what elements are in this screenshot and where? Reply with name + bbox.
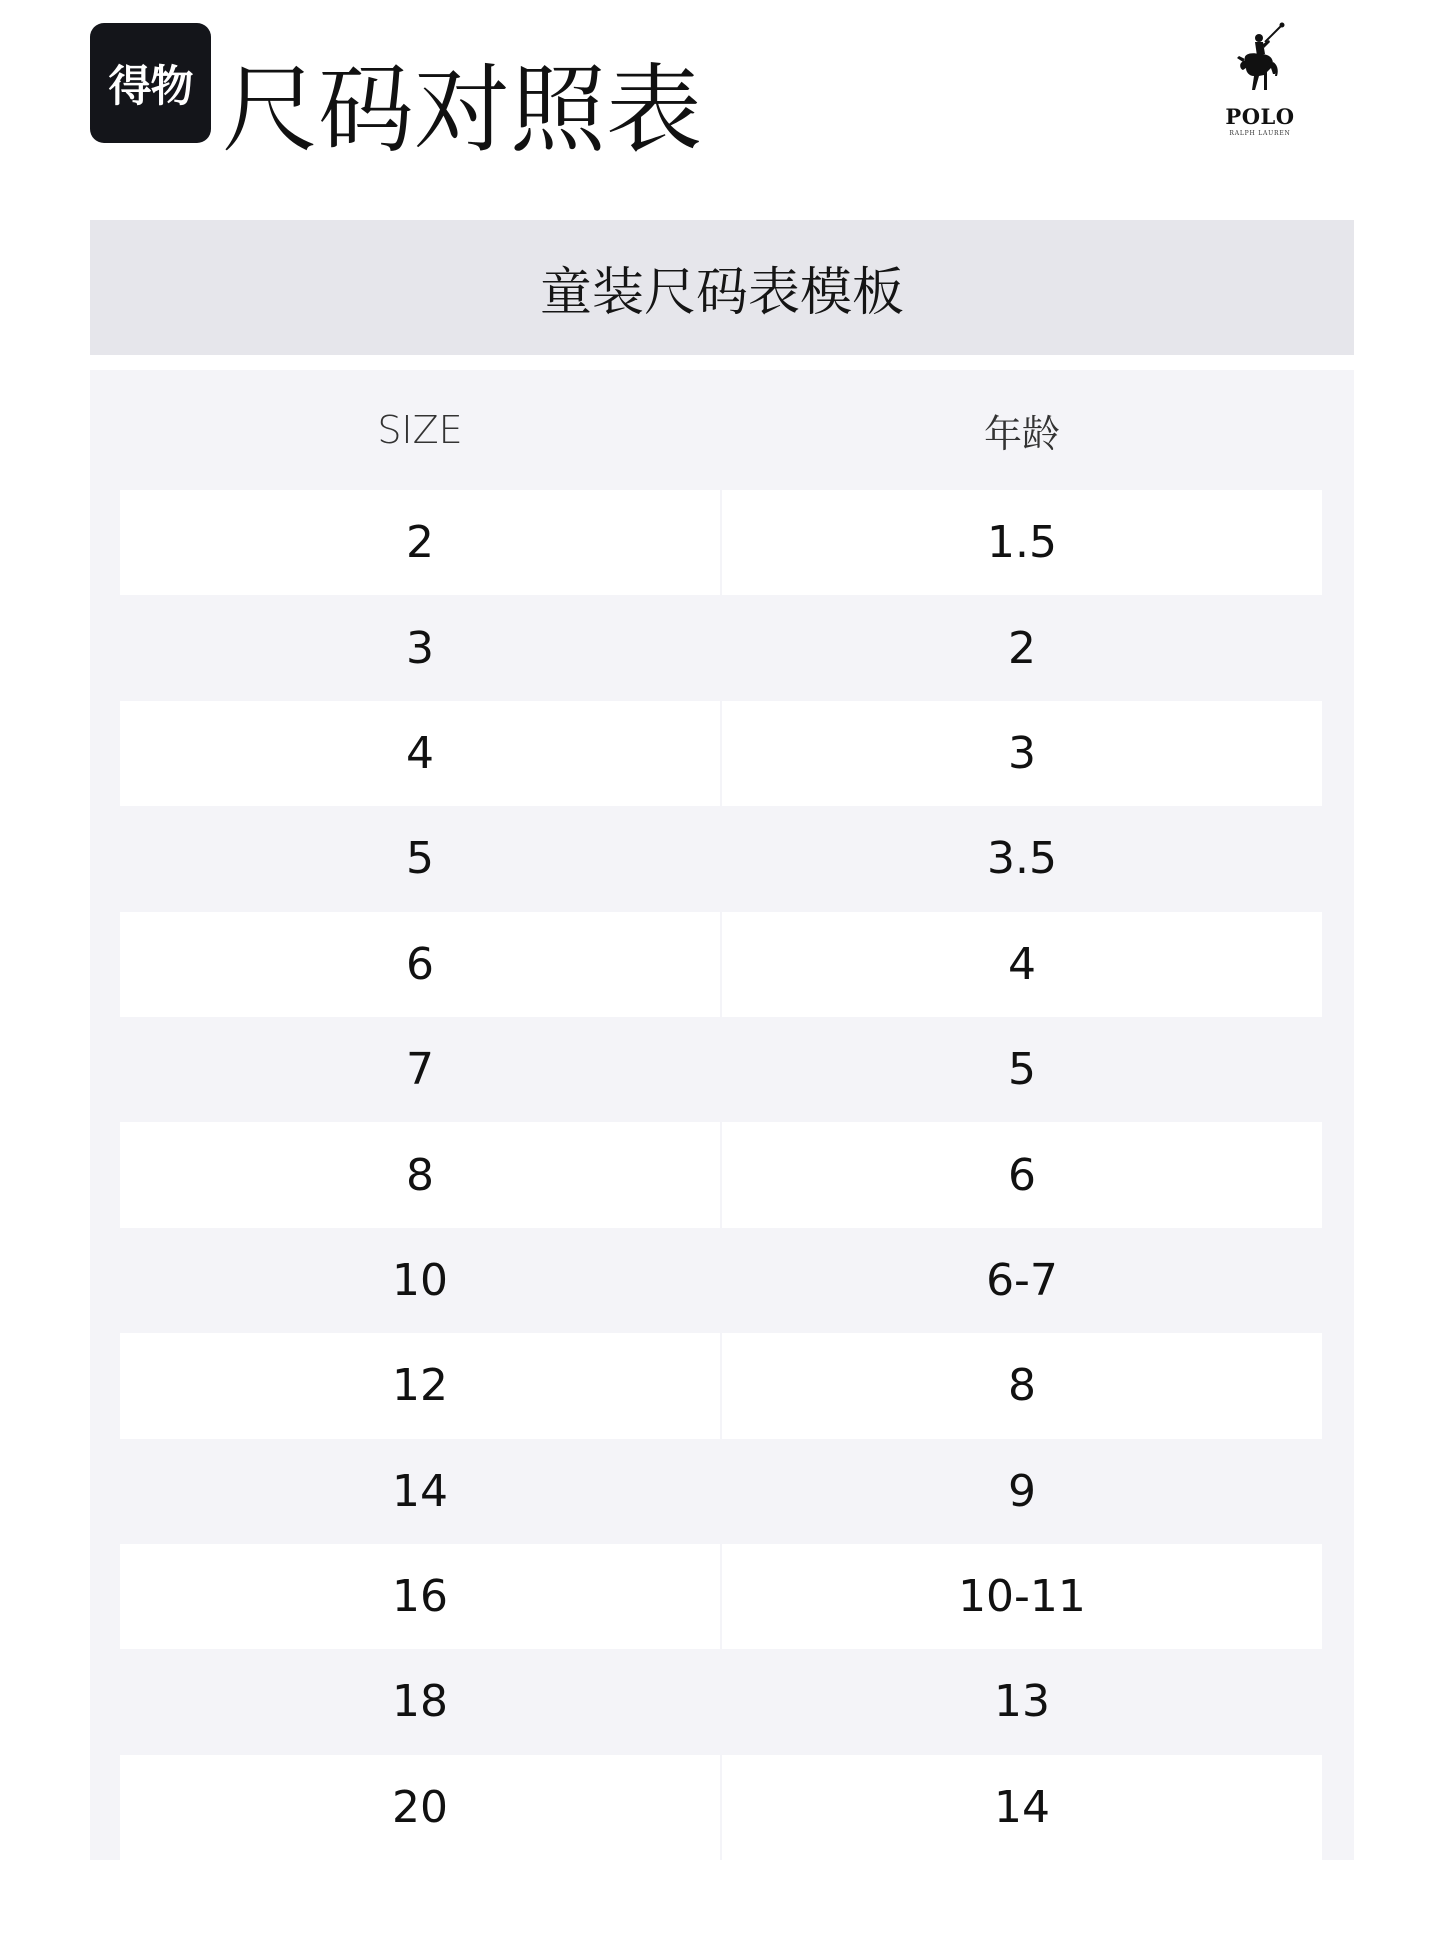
polo-logo-subtext: RALPH LAUREN [1229,130,1291,137]
page-header [0,0,1440,190]
polo-player-icon [1215,20,1305,104]
table-row [120,1228,1322,1333]
age-cell: 3 [722,701,1322,806]
table-row [120,1649,1322,1754]
age-cell: 5 [1008,1044,1036,1096]
age-cell: 13 [994,1676,1050,1728]
polo-logo [1215,20,1305,145]
age-cell: 1.5 [722,490,1322,595]
age-cell: 9 [1008,1465,1036,1517]
age-cell: 10-11 [722,1544,1322,1649]
size-cell: 14 [392,1465,448,1517]
size-table [90,370,1354,1860]
size-cell: 5 [406,833,434,885]
column-header-size: SIZE [377,408,463,452]
age-cell: 2 [1008,622,1036,674]
table-row [120,1333,1322,1438]
size-cell: 3 [406,622,434,674]
age-cell: 6 [722,1122,1322,1227]
age-cell: 8 [722,1333,1322,1438]
size-cell: 20 [120,1755,720,1860]
age-cell: 14 [722,1755,1322,1860]
size-cell: 2 [120,490,720,595]
table-body [120,490,1322,1860]
table-row [120,701,1322,806]
table-row [120,1544,1322,1649]
age-cell: 4 [722,912,1322,1017]
size-cell: 7 [406,1044,434,1096]
size-cell: 4 [120,701,720,806]
size-cell: 8 [120,1122,720,1227]
size-cell: 12 [120,1333,720,1438]
table-row [120,1017,1322,1122]
table-row [120,595,1322,700]
size-cell: 18 [392,1676,448,1728]
column-header-age: 年龄 [983,411,1060,456]
age-cell: 3.5 [987,833,1057,885]
size-cell: 16 [120,1544,720,1649]
brand-logo-text: 得物 [108,61,193,112]
size-cell: 10 [392,1254,448,1306]
brand-logo-badge [90,23,211,143]
size-cell: 6 [120,912,720,1017]
table-header-row [90,370,1354,490]
table-row [120,1439,1322,1544]
age-cell: 6-7 [986,1254,1058,1306]
table-row [120,806,1322,911]
page-title: 尺码对照表 [222,54,702,166]
table-row [120,490,1322,595]
size-chart-title: 童装尺码表模板 [539,263,904,323]
size-chart-title-bar [90,220,1354,355]
table-row [120,1122,1322,1227]
table-row [120,1755,1322,1860]
table-row [120,912,1322,1017]
polo-logo-text: POLO [1225,104,1295,129]
